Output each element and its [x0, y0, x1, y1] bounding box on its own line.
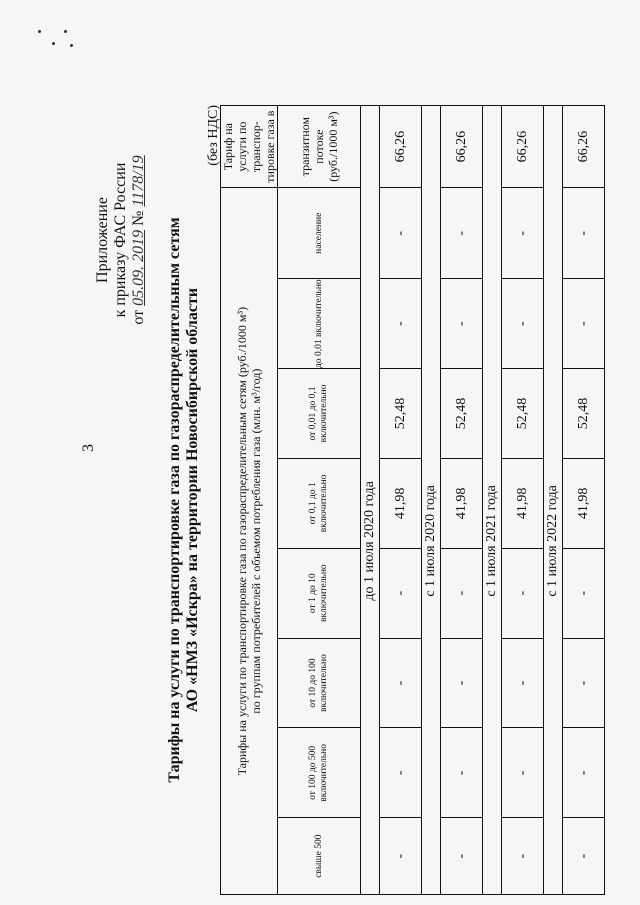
table-cell: 66,26	[441, 106, 483, 188]
table-cell: 41,98	[441, 458, 483, 548]
title-line1: Тарифы на услуги по транспортировке газа по газораспределительным сетям	[166, 217, 183, 783]
table-cell: 41,98	[380, 458, 422, 548]
col-header-0-1-1: от 0,1 до 1 включительно	[278, 458, 361, 548]
period-label-tail	[544, 106, 563, 188]
table-cell: -	[380, 818, 422, 895]
document-title	[166, 105, 202, 895]
col-header-1-10: от 1 до 10 включительно	[278, 548, 361, 638]
rotated-content	[94, 105, 591, 895]
table-cell: -	[502, 279, 544, 369]
table-cell: -	[441, 548, 483, 638]
header-row-2	[278, 106, 361, 895]
appendix-line3: от 05.09. 2019 № 1178/19	[130, 155, 147, 325]
table-cell: -	[380, 638, 422, 728]
table-row	[380, 106, 422, 895]
header-row-1	[221, 106, 278, 895]
period-row	[483, 106, 502, 895]
table-cell: -	[563, 279, 605, 369]
table-cell: -	[380, 188, 422, 279]
speck-mark	[38, 30, 41, 33]
table-cell: -	[441, 818, 483, 895]
table-cell: -	[502, 818, 544, 895]
table-cell: -	[563, 188, 605, 279]
order-number: 1178/19	[130, 155, 147, 207]
table-cell: 41,98	[502, 458, 544, 548]
table-cell: 66,26	[380, 106, 422, 188]
period-label-tail	[422, 106, 441, 188]
period-row	[544, 106, 563, 895]
table-cell: -	[563, 548, 605, 638]
period-label: с 1 июля 2020 года	[422, 188, 441, 895]
speck-mark	[52, 42, 55, 45]
period-label: до 1 июля 2020 года	[361, 188, 380, 895]
table-cell: -	[502, 548, 544, 638]
vat-note: (без НДС)	[206, 105, 221, 166]
order-date: 05.09. 2019	[130, 229, 147, 306]
title-line2: АО «НМЗ «Искра» на территории Новосибирской области	[184, 287, 201, 713]
table-cell: 52,48	[380, 369, 422, 459]
col-header-population: население	[278, 188, 361, 279]
table-cell: -	[502, 638, 544, 728]
group-header: Тарифы на услуги по транспортировке газа по газораспределительным сетям (руб./1000 м³) по группам потребителей с объемом потребления газа (млн. м³/год)	[221, 188, 278, 895]
speck-mark	[64, 30, 67, 33]
table-row	[441, 106, 483, 895]
table-cell: -	[380, 548, 422, 638]
col-header-10-100: от 10 до 100 включительно	[278, 638, 361, 728]
period-label: с 1 июля 2022 года	[544, 188, 563, 895]
table-cell: -	[441, 728, 483, 818]
table-cell: -	[563, 818, 605, 895]
table-cell: 52,48	[563, 369, 605, 459]
period-label: с 1 июля 2021 года	[483, 188, 502, 895]
transit-header-top: Тариф на услуги по транспор-тировке газа в	[221, 106, 278, 188]
col-header-0-01-0-1: от 0,01 до 0,1 включительно	[278, 369, 361, 459]
table-cell: -	[563, 638, 605, 728]
table-cell: -	[502, 188, 544, 279]
table-row	[563, 106, 605, 895]
table-row	[502, 106, 544, 895]
page-number: 3	[80, 444, 97, 452]
table-cell: -	[380, 279, 422, 369]
tariff-table	[220, 105, 605, 895]
period-label-tail	[361, 106, 380, 188]
table-cell: -	[502, 728, 544, 818]
table-cell: 52,48	[502, 369, 544, 459]
table-cell: -	[563, 728, 605, 818]
period-row	[361, 106, 380, 895]
speck-mark	[70, 44, 73, 47]
table-cell: -	[441, 638, 483, 728]
table-cell: 66,26	[502, 106, 544, 188]
table-cell: -	[441, 188, 483, 279]
col-header-under-0-01: до 0,01 включительно	[278, 279, 361, 369]
period-row	[422, 106, 441, 895]
table-cell: 41,98	[563, 458, 605, 548]
col-header-100-500: от 100 до 500 включительно	[278, 728, 361, 818]
table-cell: -	[380, 728, 422, 818]
period-label-tail	[483, 106, 502, 188]
table-cell: -	[441, 279, 483, 369]
transit-header-bottom: транзитном потоке (руб./1000 м³)	[278, 106, 361, 188]
table-cell: 66,26	[563, 106, 605, 188]
appendix-line1: Приложение	[94, 197, 111, 283]
col-header-over-500: свыше 500	[278, 818, 361, 895]
appendix-line2: к приказу ФАС России	[112, 162, 129, 318]
appendix-block	[94, 125, 148, 355]
table-cell: 52,48	[441, 369, 483, 459]
